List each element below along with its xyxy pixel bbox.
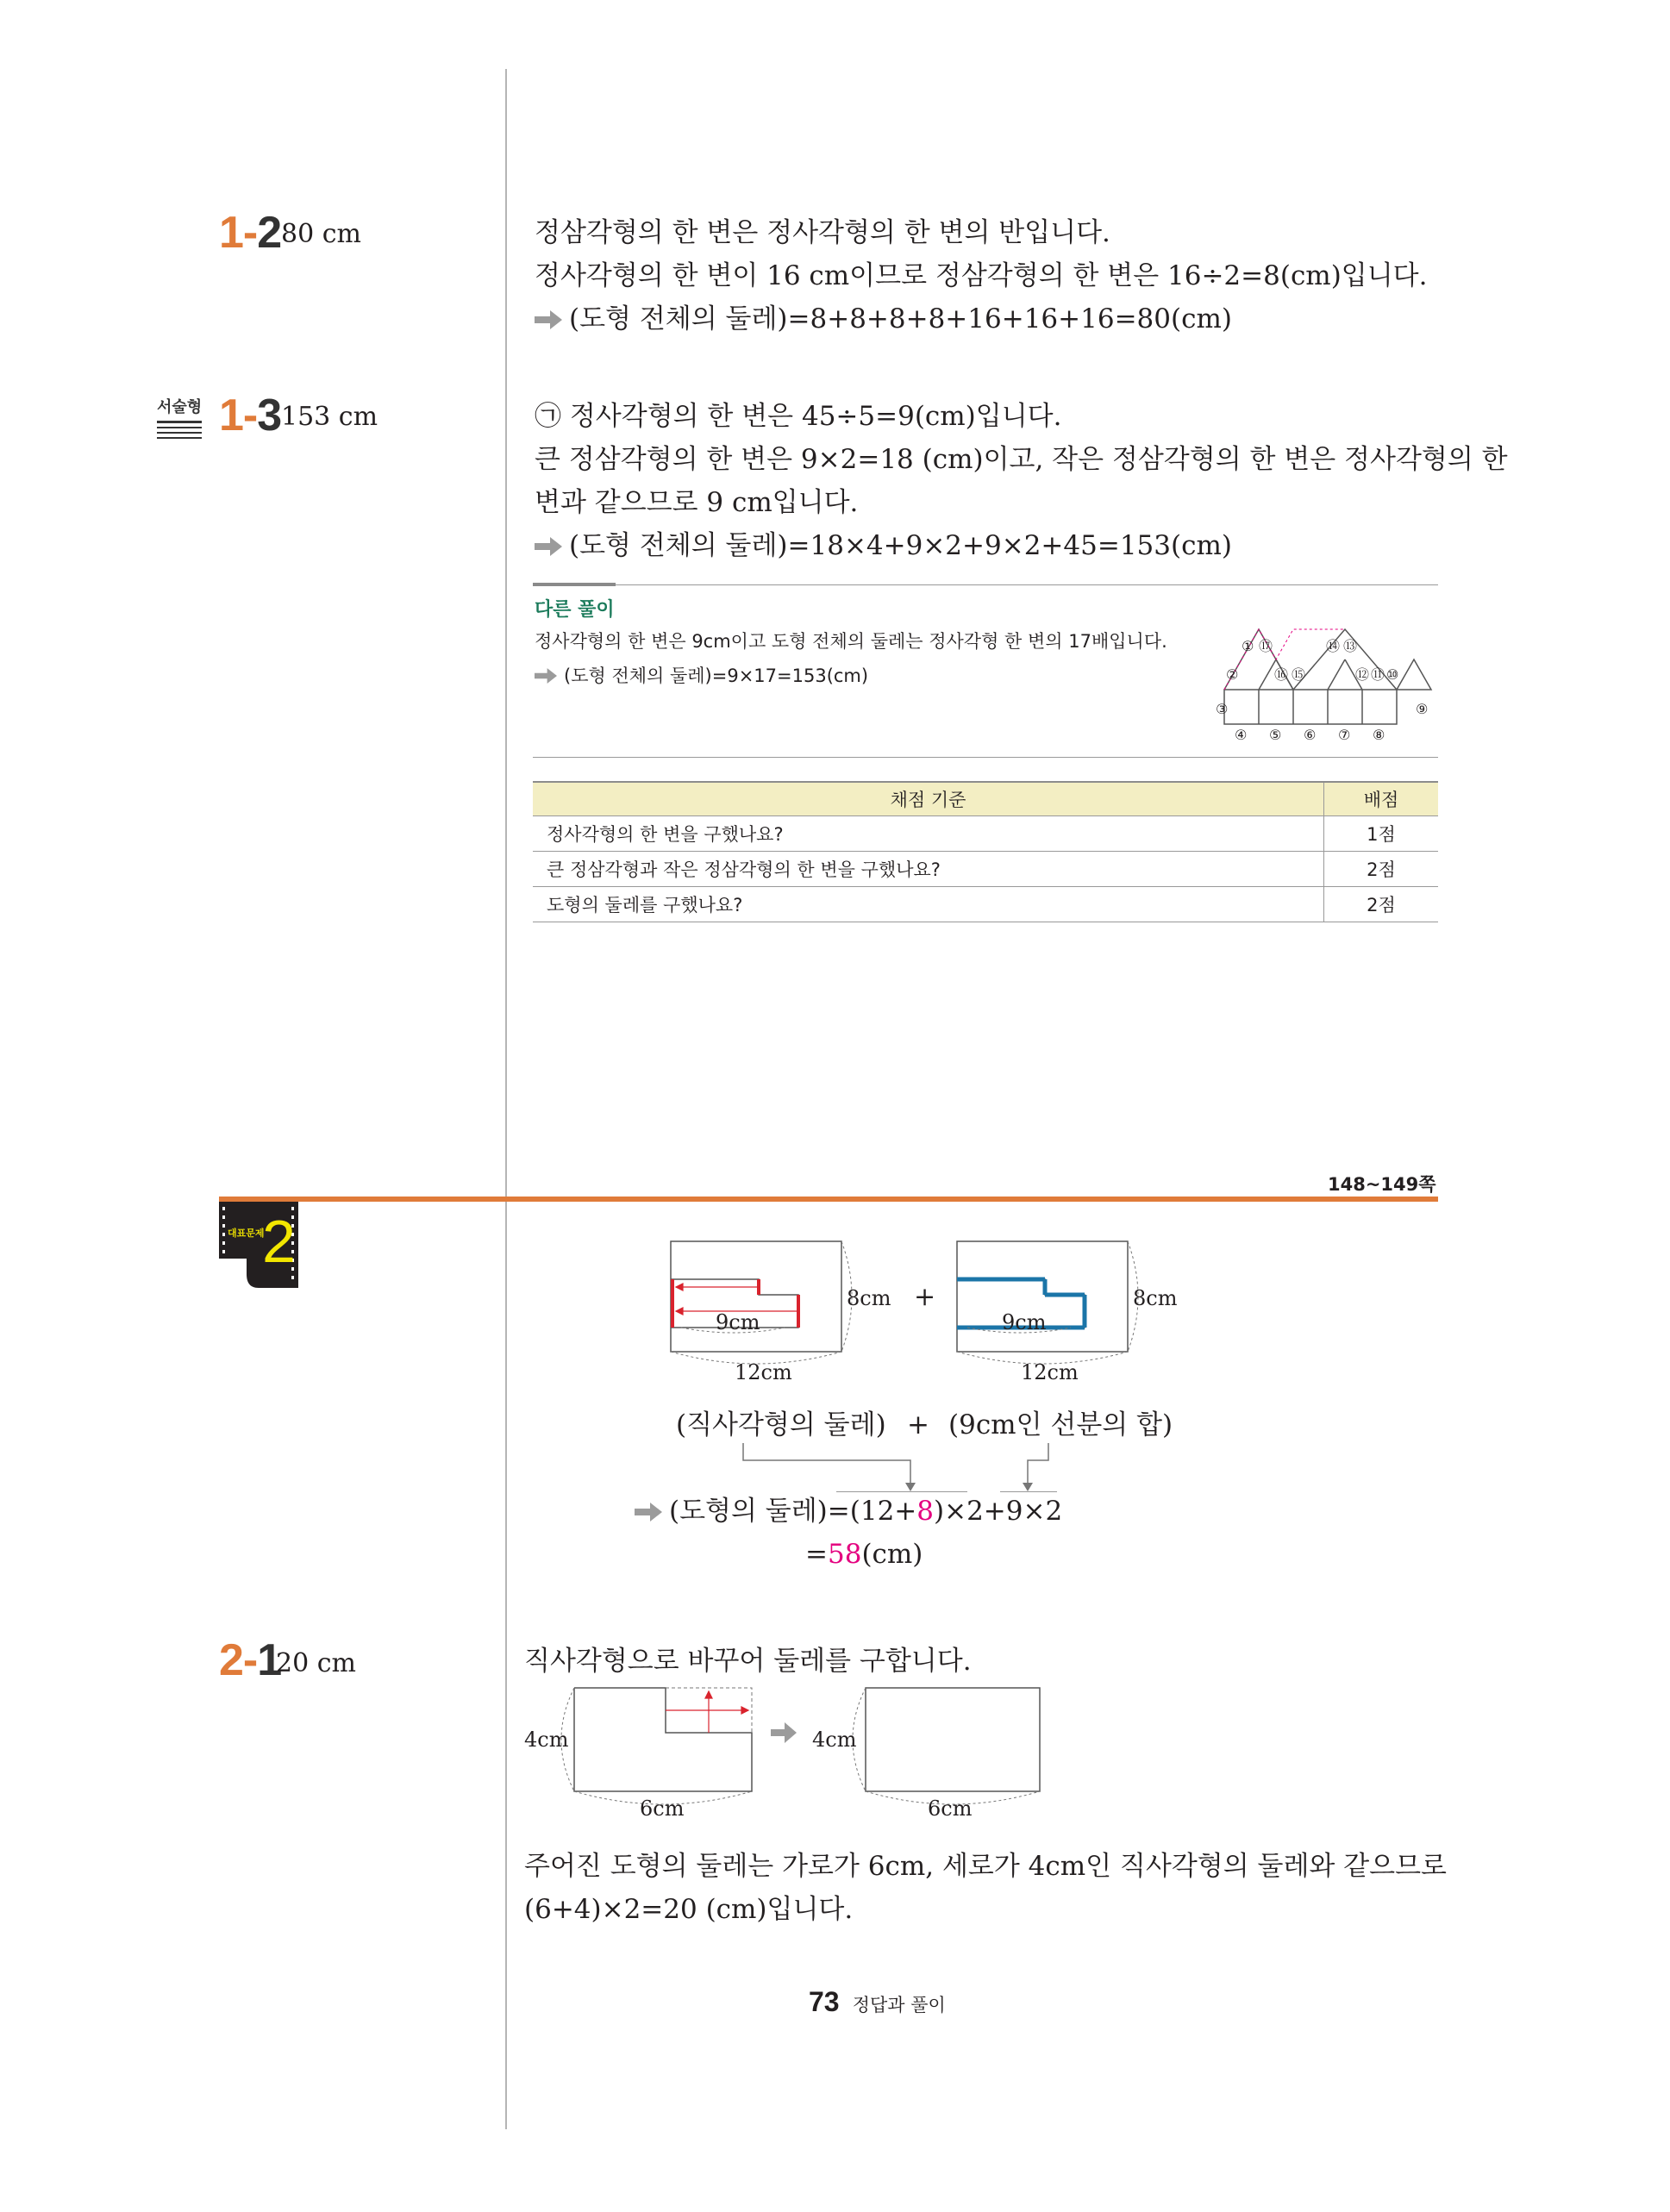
perimeter-figure-1-3 xyxy=(1216,621,1440,746)
figure-label: ③ xyxy=(1216,701,1229,717)
dim-label: 9cm xyxy=(1002,1310,1047,1334)
divider-accent xyxy=(533,583,616,586)
page-reference: 148~149쪽 xyxy=(1328,1174,1436,1195)
figure-label: ⑨ xyxy=(1416,701,1429,717)
dim-label: 4cm xyxy=(524,1728,569,1752)
figure-label: ⑤ xyxy=(1269,727,1282,743)
figure-label: ② xyxy=(1226,666,1239,683)
table-row: 정사각형의 한 변을 구했나요? 1점 xyxy=(533,816,1438,852)
page-footer xyxy=(809,1986,946,2018)
scoring-table xyxy=(533,781,1438,922)
rep2-equation-2: =58(cm) xyxy=(805,1539,923,1570)
figure-label: ⑫ xyxy=(1355,666,1370,683)
figure-label: ⑥ xyxy=(1304,727,1317,743)
right-arrow-icon xyxy=(535,537,562,556)
table-row: 큰 정삼각형과 작은 정삼각형의 한 변을 구했나요? 2점 xyxy=(533,852,1438,887)
solution-1-3 xyxy=(535,395,1508,567)
answer-1-2: 80 cm xyxy=(281,219,361,249)
right-arrow-icon xyxy=(771,1722,797,1743)
connector-arrows xyxy=(741,1441,1069,1493)
solution-1-2 xyxy=(535,211,1428,341)
divider xyxy=(533,584,1438,585)
rep2-label-left: (직사각형의 둘레) xyxy=(676,1409,886,1440)
figure-label: ⑮ xyxy=(1292,666,1306,683)
line: 변과 같으므로 9 cm입니다. xyxy=(535,487,859,518)
figure-label: ⑭ xyxy=(1326,638,1341,654)
figure-label: ① xyxy=(1242,638,1254,654)
representative-problem-badge: 대표문제 2 xyxy=(219,1202,298,1288)
rep2-equation-1: (도형의 둘레)=(12+8)×2+9×2 xyxy=(635,1490,1062,1533)
plus-sign: + xyxy=(914,1282,936,1312)
other-solution-title: 다른 풀이 xyxy=(535,599,615,621)
right-arrow-icon xyxy=(635,1503,662,1522)
dim-label: 4cm xyxy=(812,1728,857,1752)
dim-label: 8cm xyxy=(847,1286,891,1310)
line: (도형 전체의 둘레)=8+8+8+8+16+16+16=80(cm) xyxy=(535,297,1428,341)
figure-label: ⑧ xyxy=(1373,727,1385,743)
answer-1-3: 153 cm xyxy=(281,402,378,432)
page-label: 정답과 풀이 xyxy=(852,1995,946,2015)
figure-label: ④ xyxy=(1235,727,1248,743)
figure-label: ⑰ xyxy=(1259,638,1273,654)
essay-badge: 서술형 xyxy=(157,395,202,439)
divider xyxy=(533,757,1438,758)
line: 정삼각형의 한 변은 정사각형의 한 변의 반입니다. xyxy=(535,217,1110,248)
table-row: 도형의 둘레를 구했나요? 2점 xyxy=(533,887,1438,922)
dim-label: 6cm xyxy=(928,1796,973,1819)
question-number-2-1: 2-1 xyxy=(219,1635,282,1685)
line: 정사각형의 한 변이 16 cm이므로 정삼각형의 한 변은 16÷2=8(cm)입니다. xyxy=(535,260,1428,291)
figure-label: ⑬ xyxy=(1343,638,1358,654)
dim-label: 8cm xyxy=(1133,1286,1178,1310)
line: 큰 정삼각형의 한 변은 9×2=18 (cm)이고, 작은 정삼각형의 한 변은 정사각형의 한 xyxy=(535,444,1508,475)
right-arrow-icon xyxy=(535,668,557,684)
dim-label: 6cm xyxy=(640,1796,685,1819)
center-divider xyxy=(505,69,507,2129)
figure-label: ⑪ xyxy=(1371,666,1385,683)
table-header: 채점 기준 xyxy=(533,782,1324,816)
line: (6+4)×2=20 (cm)입니다. xyxy=(524,1894,854,1925)
other-solution-line: 정사각형의 한 변은 9cm이고 도형 전체의 둘레는 정사각형 한 변의 17배입니다. xyxy=(535,631,1167,652)
answer-2-1: 20 cm xyxy=(276,1648,356,1678)
rep2-1-diagram xyxy=(522,1681,1057,1819)
line: ㉠ 정사각형의 한 변은 45÷5=9(cm)입니다. xyxy=(535,401,1062,432)
dim-label: 12cm xyxy=(1021,1360,1079,1384)
solution-2-1 xyxy=(524,1845,1447,1931)
dim-label: 12cm xyxy=(735,1360,792,1384)
right-arrow-icon xyxy=(535,310,562,329)
table-header: 배점 xyxy=(1324,782,1439,816)
question-number-1-2: 1-2 xyxy=(219,208,282,258)
line: (도형 전체의 둘레)=18×4+9×2+9×2+45=153(cm) xyxy=(535,524,1508,567)
rep2-diagram xyxy=(655,1233,1190,1388)
line: 주어진 도형의 둘레는 가로가 6cm, 세로가 4cm인 직사각형의 둘레와 같으므로 xyxy=(524,1851,1447,1882)
other-solution-line: (도형 전체의 둘레)=9×17=153(cm) xyxy=(535,662,868,688)
figure-label: ⑩ xyxy=(1386,666,1399,683)
dim-label: 9cm xyxy=(716,1310,760,1334)
intro-2-1: 직사각형으로 바꾸어 둘레를 구합니다. xyxy=(524,1646,972,1677)
rep2-plus: + xyxy=(907,1409,929,1440)
figure-label: ⑦ xyxy=(1338,727,1351,743)
page-number: 73 xyxy=(809,1986,840,2017)
rep2-label-right: (9cm인 선분의 합) xyxy=(948,1409,1173,1440)
figure-label: ⑯ xyxy=(1274,666,1289,683)
question-number-1-3: 1-3 xyxy=(219,391,282,441)
section-divider xyxy=(219,1197,1438,1202)
